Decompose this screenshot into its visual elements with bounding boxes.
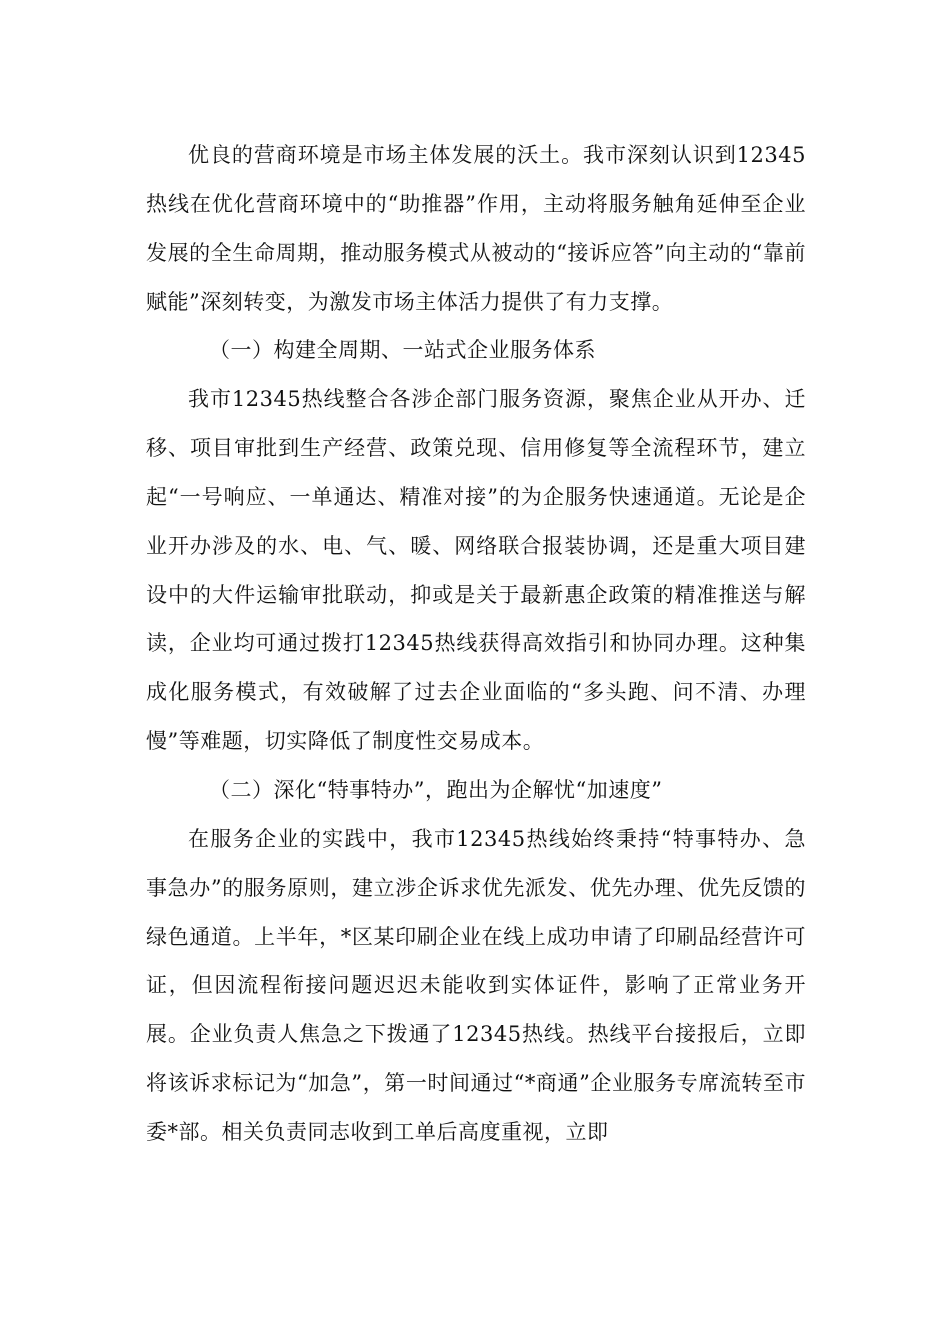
paragraph-section-1: 我市12345热线整合各涉企部门服务资源，聚焦企业从开办、迁移、项目审批到生产经营、政策兑现、信用修复等全流程环节，建立起“一号响应、一单通达、精准对接”的为企服务快速通道。无论是企业开办涉及的水、电、气、暖、网络联合报装协调，还是重大项目建设中的大件运输审批联动，抑或是关于最新惠企政策的精准推送与解读，企业均可通过拨打12345热线获得高效指引和协同办理。这种集成化服务模式，有效破解了过去企业面临的“多头跑、问不清、办理慢”等难题，切实降低了制度性交易成本。	[146, 387, 806, 754]
section-heading-1: （一）构建全周期、一站式企业服务体系	[209, 338, 596, 363]
document-body	[146, 131, 806, 1157]
section-heading-2: （二）深化“特事特办”，跑出为企解忧“加速度”	[209, 777, 663, 802]
paragraph-section-2: 在服务企业的实践中，我市12345热线始终秉持“特事特办、急事急办”的服务原则，建立涉企诉求优先派发、优先办理、优先反馈的绿色通道。上半年，*区某印刷企业在线上成功申请了印刷品经营许可证，但因流程衔接问题迟迟未能收到实体证件，影响了正常业务开展。企业负责人焦急之下拨通了12345热线。热线平台接报后，立即将该诉求标记为“加急”，第一时间通过“*商通”企业服务专席流转至市委*部。相关负责同志收到工单后高度重视，立即	[146, 826, 806, 1144]
paragraph-intro: 优良的营商环境是市场主体发展的沃土。我市深刻认识到12345热线在优化营商环境中的“助推器”作用，主动将服务触角延伸至企业发展的全生命周期，推动服务模式从被动的“接诉应答”向主动的“靠前赋能”深刻转变，为激发市场主体活力提供了有力支撑。	[146, 143, 806, 314]
